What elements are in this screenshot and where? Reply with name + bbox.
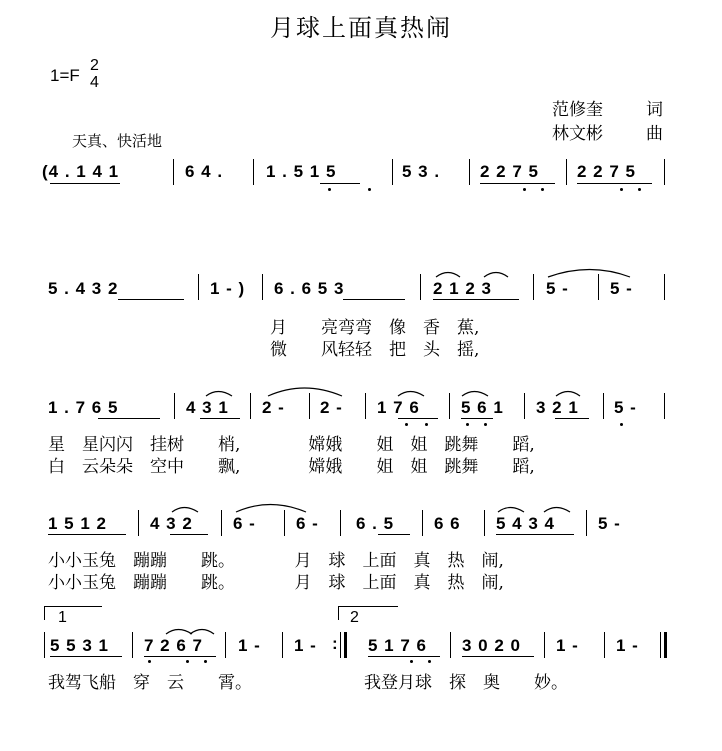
- lyric-verse-1: 小小玉兔 蹦蹦 跳。 月 球 上面 真 热 闹,: [48, 551, 504, 571]
- volta-1-label: 1: [58, 609, 67, 626]
- measure-5-7: 1 -: [556, 636, 579, 655]
- slur: [398, 392, 424, 397]
- composer-name: 林文彬: [552, 124, 603, 144]
- lyric-verse-2: 白 云朵朵 空中 飘, 嫦娥 姐 姐 跳舞 蹈,: [48, 457, 535, 477]
- measure-5-2: 7 2 6 7: [144, 636, 203, 655]
- lyric-ending-2: 我登月球 探 奥 妙。: [364, 673, 568, 693]
- measure-4-3: 6 -: [233, 514, 256, 533]
- measure-3-7: 3 2 1: [536, 398, 579, 417]
- measure-5-5: 5 1 7 6: [368, 636, 427, 655]
- composer-role: 曲: [646, 124, 663, 144]
- measure-4-1: 1 5 1 2: [48, 514, 107, 533]
- volta-2-label: 2: [350, 609, 359, 626]
- measure-1-1: (4 . 1 4 1: [42, 162, 120, 181]
- time-numerator: 2: [90, 57, 99, 74]
- slur: [436, 273, 460, 278]
- song-title: 月球上面真热闹: [270, 14, 452, 42]
- tie: [236, 505, 306, 513]
- measure-4-8: 5 -: [598, 514, 621, 533]
- measure-5-1: 5 5 3 1: [50, 636, 109, 655]
- measure-4-2: 4 3 2: [150, 514, 193, 533]
- measure-4-6: 6 6: [434, 514, 461, 533]
- measure-3-8: 5 -: [614, 398, 637, 417]
- repeat-dots: :: [332, 634, 338, 653]
- measure-3-4: 2 -: [320, 398, 343, 417]
- lyric-verse-1: 星 星闪闪 挂树 梢, 嫦娥 姐 姐 跳舞 蹈,: [48, 435, 535, 455]
- measure-4-5: 6 . 5: [356, 514, 395, 533]
- measure-2-1: 5 . 4 3 2: [48, 279, 119, 298]
- measure-3-3: 2 -: [262, 398, 285, 417]
- measure-4-7: 5 4 3 4: [496, 514, 555, 533]
- slur: [462, 392, 488, 397]
- slur: [484, 273, 508, 278]
- measure-5-6: 3 0 2 0: [462, 636, 521, 655]
- lyric-verse-2: 小小玉兔 蹦蹦 跳。 月 球 上面 真 热 闹,: [48, 573, 504, 593]
- slur: [544, 508, 570, 513]
- slur: [556, 392, 580, 397]
- lyric-ending-1: 我驾飞船 穿 云 霄。: [48, 673, 252, 693]
- measure-4-4: 6 -: [296, 514, 319, 533]
- slur: [172, 508, 198, 513]
- measure-1-4: 5 3 .: [402, 162, 441, 181]
- time-denominator: 4: [90, 74, 99, 91]
- measure-2-3: 6 . 6 5 3: [274, 279, 345, 298]
- measure-3-5: 1 7 6: [377, 398, 420, 417]
- measure-2-2: 1 - ): [210, 279, 246, 298]
- measure-5-3: 1 -: [238, 636, 261, 655]
- lyricist-role: 词: [646, 100, 663, 120]
- measure-1-3: 1 . 5 1 5: [266, 162, 337, 181]
- measure-2-6: 5 -: [610, 279, 633, 298]
- measure-3-1: 1 . 7 6 5: [48, 398, 119, 417]
- tie: [268, 388, 342, 396]
- tempo-marking: 天真、快活地: [72, 132, 163, 150]
- measure-2-5: 5 -: [546, 279, 569, 298]
- slur: [206, 392, 232, 397]
- slur: [166, 630, 192, 635]
- lyricist-name: 范修奎: [552, 100, 603, 120]
- measure-1-5: 2 2 7 5: [480, 162, 539, 181]
- measure-2-4: 2 1 2 3: [433, 279, 492, 298]
- key-signature: 1=F: [50, 66, 80, 85]
- tie: [548, 270, 630, 278]
- measure-1-6: 2 2 7 5: [577, 162, 636, 181]
- slur: [498, 508, 524, 513]
- lyric-verse-2: 微 风轻轻 把 头 摇,: [270, 340, 480, 360]
- measure-3-6: 5 6 1: [461, 398, 504, 417]
- slur: [190, 630, 214, 635]
- measure-5-8: 1 -: [616, 636, 639, 655]
- measure-3-2: 4 3 1: [186, 398, 229, 417]
- lyric-verse-1: 月 亮弯弯 像 香 蕉,: [270, 318, 480, 338]
- measure-5-4: 1 -: [294, 636, 317, 655]
- measure-1-2: 6 4 .: [185, 162, 224, 181]
